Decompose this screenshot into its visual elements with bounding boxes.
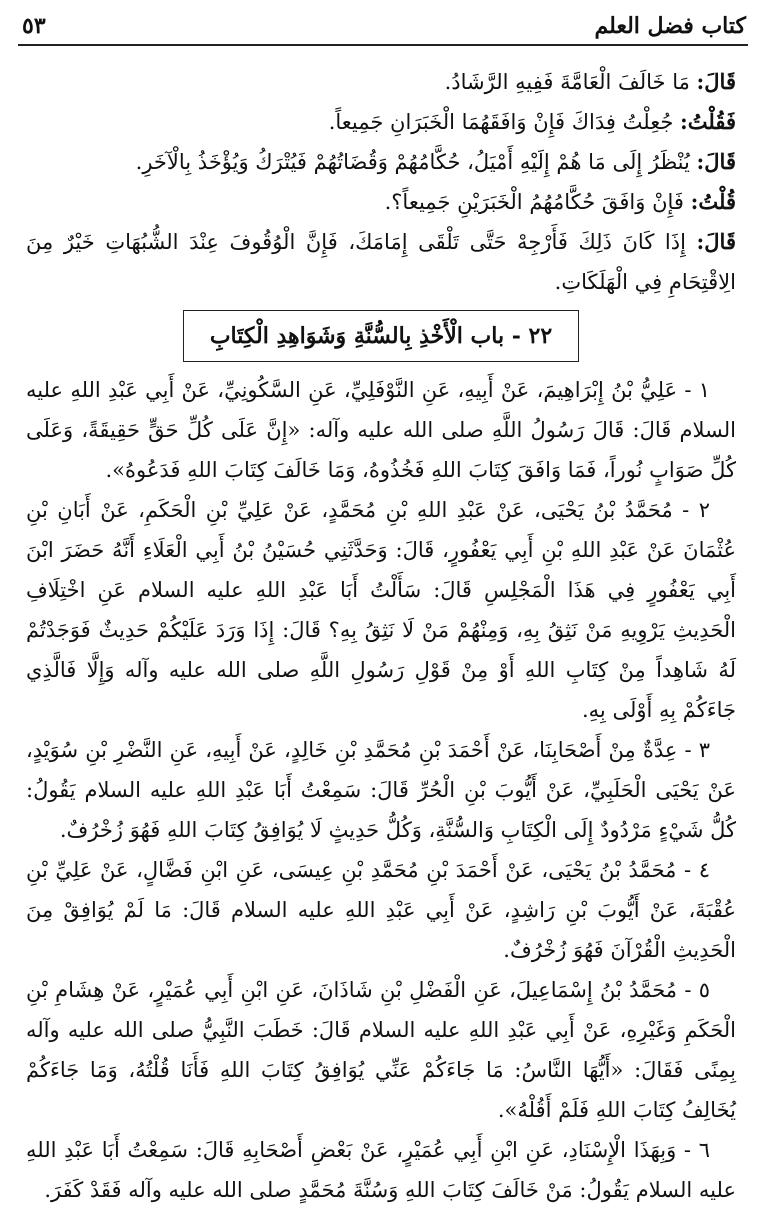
speaker-label: فَقُلْتُ: [680,109,736,134]
dialogue-line [26,222,736,302]
page-body [26,62,736,1210]
hadith-1: ١ - عَلِيُّ بْنُ إِبْرَاهِيمَ، عَنْ أَبِيهِ، عَنِ النَّوْفَلِيِّ، عَنِ السَّكُونِيِّ، عَنْ أَبِي عَبْدِ اللهِ عليه السلام قَالَ: قَالَ رَسُولُ اللَّهِ صلى الله عليه وآله: «إِنَّ عَلَى كُلِّ حَقٍّ حَقِيقَةً، وَعَلَى كُلِّ صَوَابٍ نُوراً، فَمَا وَافَقَ كِتَابَ اللهِ فَخُذُوهُ، وَمَا خَالَفَ كِتَابَ اللهِ فَدَعُوهُ». [26,378,736,482]
dialogue-line [26,102,736,142]
speaker-label: قَالَ: [696,149,736,174]
speaker-label: قُلْتُ: [690,189,736,214]
page-number: ٥٣ [22,13,46,39]
chapter-heading-wrap [26,310,736,364]
page-header [18,8,748,46]
hadith-6: ٦ - وَبِهَذَا الْإِسْنَادِ، عَنِ ابْنِ أَبِي عُمَيْرٍ، عَنْ بَعْضِ أَصْحَابِهِ قَالَ: سَمِعْتُ أَبَا عَبْدِ اللهِ عليه السلام يَقُولُ: مَنْ خَالَفَ كِتَابَ اللهِ وَسُنَّةَ مُحَمَّدٍ صلى الله عليه وآله فَقَدْ كَفَرَ. [26,1138,736,1202]
dialogue-text: فَإِنْ وَافَقَ حُكَّامُهُمُ الْخَبَرَيْنِ جَمِيعاً؟. [384,190,684,214]
chapter-heading: ٢٢ - باب الْأَخْذِ بِالسُّنَّةِ وَشَوَاهِدِ الْكِتَابِ [183,310,579,362]
running-title: كتاب فضل العلم [594,13,746,39]
dialogue-line [26,182,736,222]
dialogue-text: مَا خَالَفَ الْعَامَّةَ فَفِيهِ الرَّشَادُ. [444,70,690,94]
dialogue-text: إِذَا كَانَ ذَلِكَ فَأَرْجِهْ حَتَّى تَلْقَى إِمَامَكَ، فَإِنَّ الْوُقُوفَ عِنْدَ الشُّبُهَاتِ خَيْرٌ مِنَ الِاقْتِحَامِ فِي الْهَلَكَاتِ. [26,230,736,294]
dialogue-line [26,142,736,182]
hadith-5: ٥ - مُحَمَّدُ بْنُ إِسْمَاعِيلَ، عَنِ الْفَضْلِ بْنِ شَاذَانَ، عَنِ ابْنِ أَبِي عُمَيْرٍ، عَنْ هِشَامِ بْنِ الْحَكَمِ وَغَيْرِهِ، عَنْ أَبِي عَبْدِ اللهِ عليه السلام قَالَ: خَطَبَ النَّبِيُّ صلى الله عليه وآله بِمِنًى فَقَالَ: «أَيُّهَا النَّاسُ: مَا جَاءَكُمْ عَنِّي يُوَافِقُ كِتَابَ اللهِ فَأَنَا قُلْتُهُ، وَمَا جَاءَكُمْ يُخَالِفُ كِتَابَ اللهِ فَلَمْ أَقُلْهُ». [26,978,736,1122]
hadith-3: ٣ - عِدَّةٌ مِنْ أَصْحَابِنَا، عَنْ أَحْمَدَ بْنِ مُحَمَّدِ بْنِ خَالِدٍ، عَنْ أَبِيهِ، عَنِ النَّضْرِ بْنِ سُوَيْدٍ، عَنْ يَحْيَى الْحَلَبِيِّ، عَنْ أَيُّوبَ بْنِ الْحُرِّ قَالَ: سَمِعْتُ أَبَا عَبْدِ اللهِ عليه السلام يَقُولُ: كُلُّ شَيْءٍ مَرْدُودٌ إِلَى الْكِتَابِ وَالسُّنَّةِ، وَكُلُّ حَدِيثٍ لَا يُوَافِقُ كِتَابَ اللهِ فَهُوَ زُخْرُفٌ. [26,738,736,842]
speaker-label: قَالَ: [696,229,736,254]
dialogue-text: جُعِلْتُ فِدَاكَ فَإِنْ وَافَقَهُمَا الْخَبَرَانِ جَمِيعاً. [328,110,674,134]
hadith-4: ٤ - مُحَمَّدُ بْنُ يَحْيَى، عَنْ أَحْمَدَ بْنِ مُحَمَّدِ بْنِ عِيسَى، عَنِ ابْنِ فَضَّالٍ، عَنْ عَلِيِّ بْنِ عُقْبَةَ، عَنْ أَيُّوبَ بْنِ رَاشِدٍ، عَنْ أَبِي عَبْدِ اللهِ عليه السلام قَالَ: مَا لَمْ يُوَافِقْ مِنَ الْحَدِيثِ الْقُرْآنَ فَهُوَ زُخْرُفٌ. [26,858,736,962]
speaker-label: قَالَ: [696,69,736,94]
dialogue-text: يُنْظَرُ إِلَى مَا هُمْ إِلَيْهِ أَمْيَلُ، حُكَّامُهُمْ وَقُضَاتُهُمْ فَيُتْرَكُ وَيُؤْخَذُ بِالْآخَرِ. [135,150,690,174]
dialogue-line [26,62,736,102]
hadith-2: ٢ - مُحَمَّدُ بْنُ يَحْيَى، عَنْ عَبْدِ اللهِ بْنِ مُحَمَّدٍ، عَنْ عَلِيِّ بْنِ الْحَكَمِ، عَنْ أَبَانِ بْنِ عُثْمَانَ عَنْ عَبْدِ اللهِ بْنِ أَبِي يَعْفُورٍ، قَالَ: وَحَدَّثَنِي حُسَيْنُ بْنُ أَبِي الْعَلَاءِ أَنَّهُ حَضَرَ ابْنَ أَبِي يَعْفُورٍ فِي هَذَا الْمَجْلِسِ قَالَ: سَأَلْتُ أَبَا عَبْدِ اللهِ عليه السلام عَنِ اخْتِلَافِ الْحَدِيثِ يَرْوِيهِ مَنْ نَثِقُ بِهِ، وَمِنْهُمْ مَنْ لَا نَثِقُ بِهِ؟ قَالَ: إِذَا وَرَدَ عَلَيْكُمْ حَدِيثٌ فَوَجَدْتُمْ لَهُ شَاهِداً مِنْ كِتَابِ اللهِ أَوْ مِنْ قَوْلِ رَسُولِ اللَّهِ صلى الله عليه وآله وَإِلَّا فَالَّذِي جَاءَكُمْ بِهِ أَوْلَى بِهِ. [26,498,736,722]
